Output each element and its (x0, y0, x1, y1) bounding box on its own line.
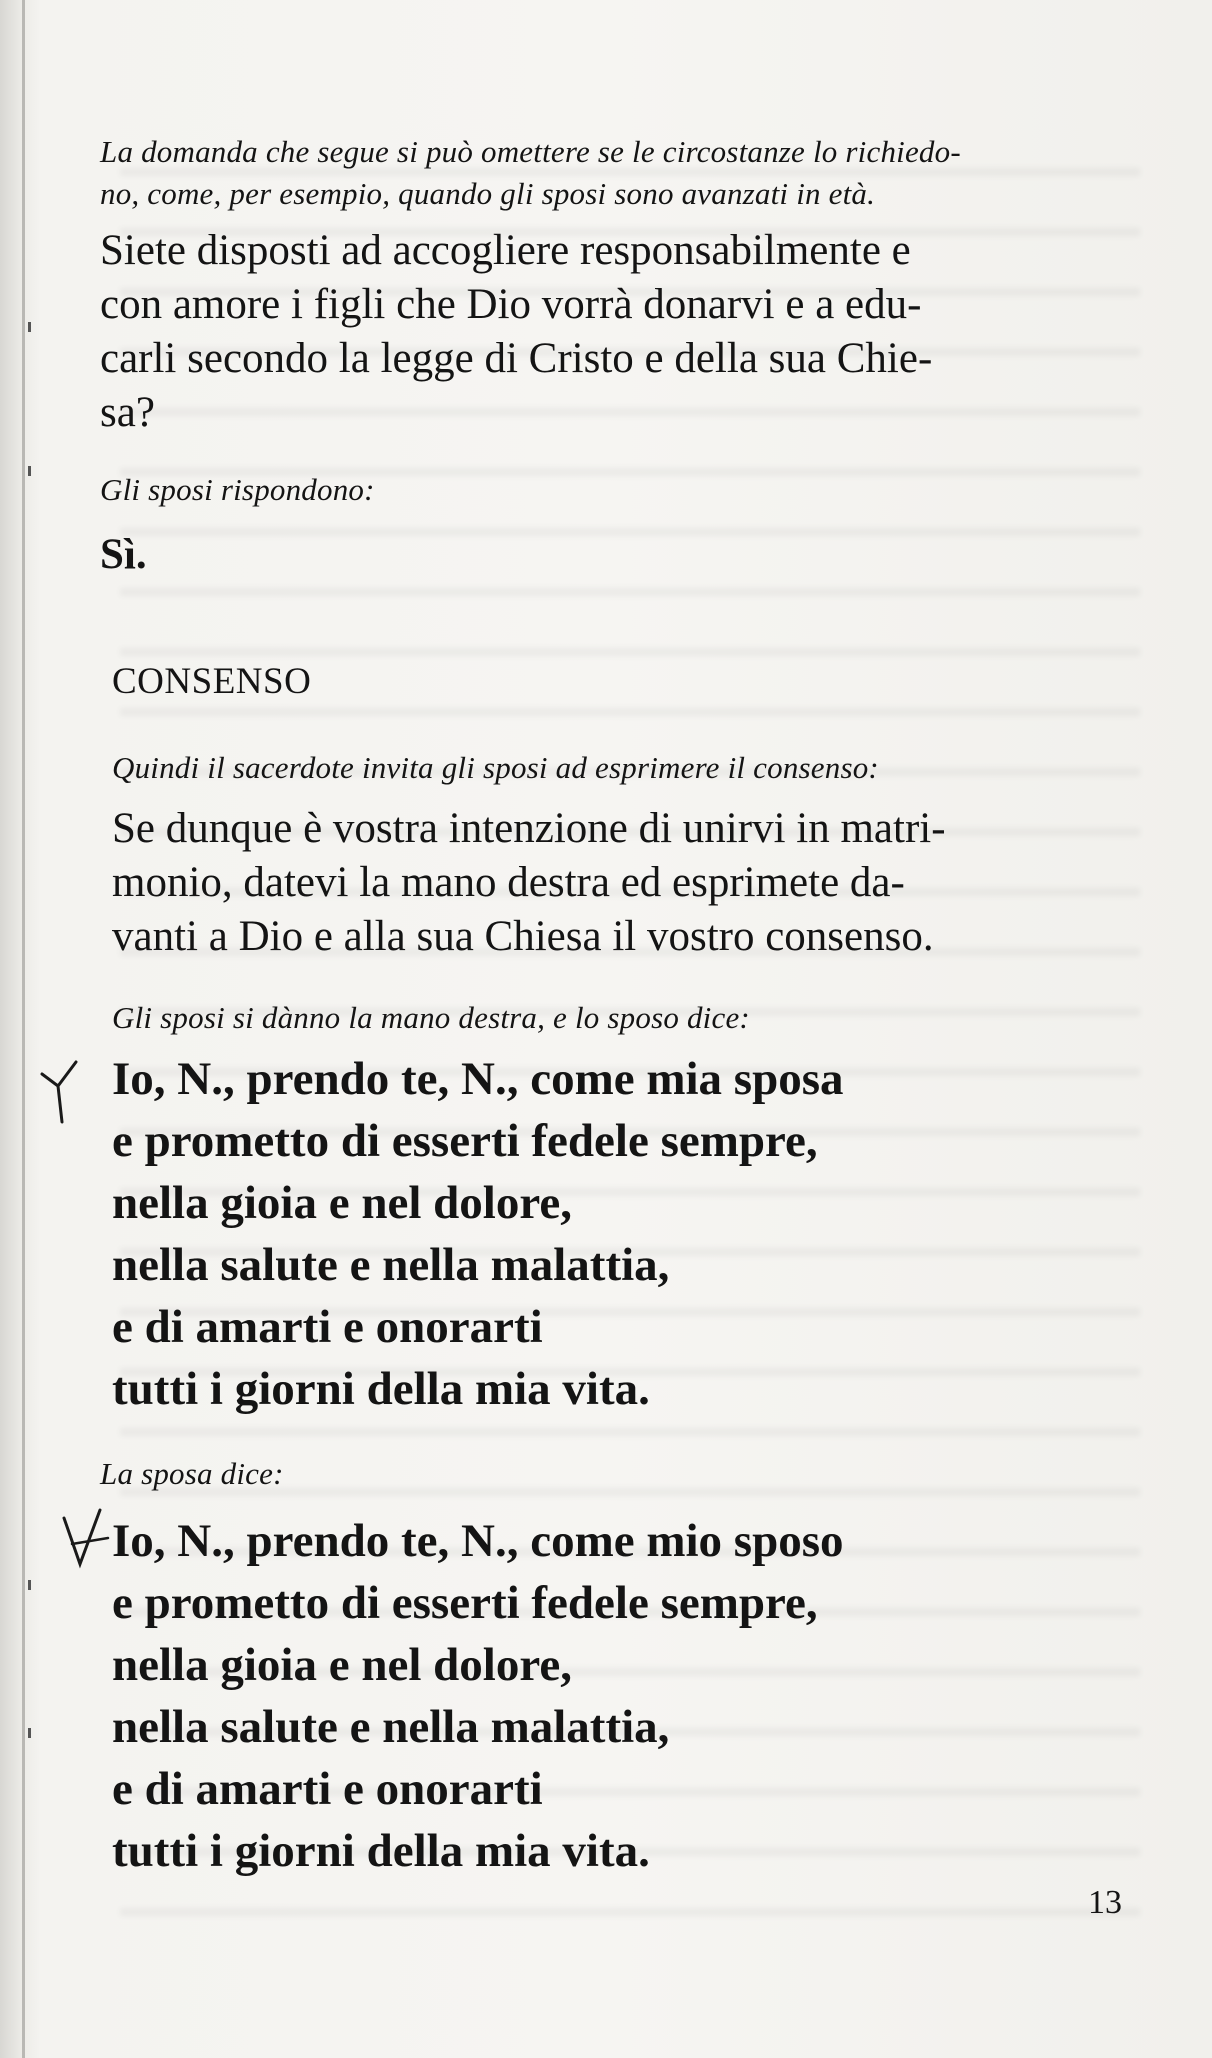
bride-vow-line: nella gioia e nel dolore, (112, 1639, 572, 1691)
question-line: Siete disposti ad accogliere responsabilmente e (100, 227, 911, 274)
groom-vow-line: tutti i giorni della mia vita. (112, 1363, 650, 1415)
page-number: 13 (1088, 1884, 1122, 1921)
groom-vow-line: nella gioia e nel dolore, (112, 1177, 572, 1229)
groom-vow-line: Io, N., prendo te, N., come mia sposa (112, 1053, 844, 1105)
rubric-reply: Gli sposi rispondono: (100, 472, 375, 507)
bride-vow-line: nella salute e nella malattia, (112, 1701, 670, 1753)
reply-text: Sì. (100, 531, 147, 578)
groom-vow-line: e prometto di esserti fedele sempre, (112, 1115, 818, 1167)
binding-edge (22, 0, 25, 2058)
bride-vow-line: e prometto di esserti fedele sempre, (112, 1577, 818, 1629)
binding-tick (28, 322, 31, 332)
rubric-intro-line: no, come, per esempio, quando gli sposi sono avanzati in età. (100, 176, 876, 211)
bride-vow-line: tutti i giorni della mia vita. (112, 1825, 650, 1877)
bride-vow-line: e di amarti e onorarti (112, 1763, 543, 1815)
bride-vow-line: Io, N., prendo te, N., come mio sposo (112, 1515, 844, 1567)
binding-tick (28, 1728, 31, 1738)
binding-tick (28, 466, 31, 476)
groom-vow-line: nella salute e nella malattia, (112, 1239, 670, 1291)
rubric-bride: La sposa dice: (100, 1456, 284, 1491)
invitation-line: vanti a Dio e alla sua Chiesa il vostro consenso. (112, 913, 934, 960)
handwritten-check-icon (38, 1056, 82, 1126)
groom-vow-line: e di amarti e onorarti (112, 1301, 543, 1353)
question-line: sa? (100, 389, 155, 436)
invitation-line: monio, datevi la mano destra ed esprimete da- (112, 859, 905, 906)
rubric-groom: Gli sposi si dànno la mano destra, e lo sposo dice: (112, 1000, 750, 1035)
section-title: CONSENSO (112, 661, 312, 702)
rubric-intro-line: La domanda che segue si può omettere se le circostanze lo richiedo- (100, 134, 961, 169)
rubric-consent: Quindi il sacerdote invita gli sposi ad esprimere il consenso: (112, 750, 879, 785)
question-line: con amore i figli che Dio vorrà donarvi e a edu- (100, 281, 922, 328)
invitation-line: Se dunque è vostra intenzione di unirvi in matri- (112, 805, 946, 852)
question-line: carli secondo la legge di Cristo e della sua Chie- (100, 335, 933, 382)
binding-tick (28, 1580, 31, 1590)
handwritten-check-icon (58, 1508, 110, 1570)
